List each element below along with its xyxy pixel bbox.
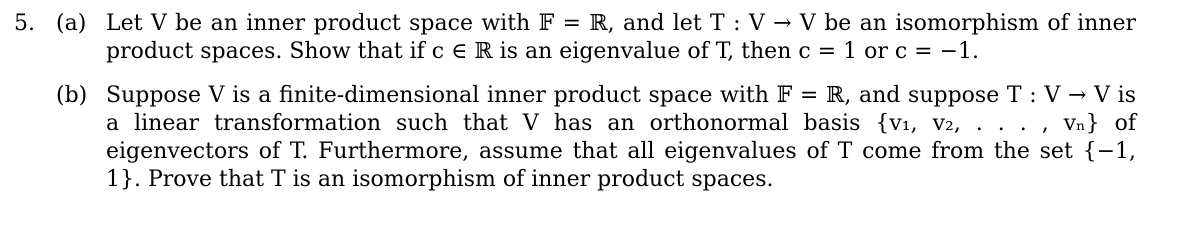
- problem-number: 5.: [14, 11, 35, 36]
- part-a-label: (a): [56, 11, 87, 36]
- part-b-text: Suppose V is a finite-dimensional inner product space with 𝔽 = ℝ, and suppose T : V → V is a linear transformation such that V has an orthonormal basis {v₁, v₂, . . . , vₙ} of eigenvectors of T. Furthermore, assume that all eigenvalues of T come from the set {−1, 1}. Prove that T is an isomorphism of inner product spaces.: [106, 83, 1136, 192]
- part-b-label: (b): [56, 83, 88, 108]
- part-b: [56, 82, 1136, 194]
- part-a: [56, 10, 1136, 66]
- part-a-text: Let V be an inner product space with 𝔽 = ℝ, and let T : V → V be an isomorphism of inner product spaces. Show that if c ∈ ℝ is an eigenvalue of T, then c = 1 or c = −1.: [106, 11, 1136, 64]
